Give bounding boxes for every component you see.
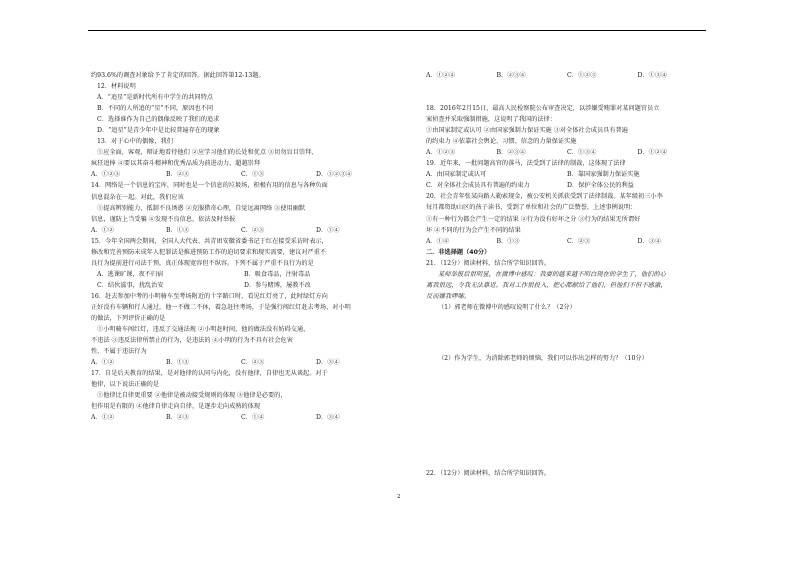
question-16-cont-2: 的做法，下列评价正确的是 (91, 315, 166, 323)
q21-subquestion-1: （1）郭老师在微博中的感叹说明了什么？（2分） (438, 303, 576, 311)
q13-options (91, 169, 391, 180)
q16-option-c: C．②③ (241, 359, 265, 367)
q18-statement-1: ①由国家制定或认可 ②由国家强制力保证实施 ③对全体社会成员具有普遍 (426, 127, 628, 135)
q19-option-c: C．对全体社会成员具有普遍的约束力 (426, 182, 530, 190)
q16-option-a: A．①② (91, 359, 115, 367)
top-option-c: C．①②③ (567, 72, 597, 79)
q18-option-b: B．②③④ (496, 149, 526, 157)
question-15-cont-1: 修改和完善预防未成年人犯罪法是推进预防工作的迫切要求和现实需要，建议对严重不 (91, 248, 327, 256)
question-17: 17．自是后天教育的结果，是对他律的认同与内化，没有他律，自律也无从谈起。对于 (91, 370, 328, 378)
top-option-d: D．①③④ (637, 72, 668, 79)
question-20-cont: 每月都资助山区的孩子读书，受到了单位和社会的广泛赞誉，上述事例说明： (426, 204, 637, 212)
q16-statement-2: 不违法 ③违反法律所禁止的行为，是违法的 ④小明的行为不具有社会危害 (91, 337, 293, 345)
question-20: 20．社会青年张某向路人勒索现金，被公安机关抓获受到了法律制裁。某年级初三小李 (426, 193, 663, 201)
q18-option-a: A．①②③ (426, 149, 456, 157)
q12-option-c: C．选择谁作为自己的偶像反映了我们的追求 (97, 116, 220, 124)
question-14: 14．网络是一个信息的宝库，同时也是一个信息的垃圾场，积极有用的信息与各种负面 (91, 182, 328, 190)
q17-options (91, 412, 391, 423)
answer-space-3 (426, 416, 708, 468)
question-16-cont-1: 正好没有车辆和行人通过，他一不做二不休，着急赶往考场，于是强行闯红灯赶去考场，对小明 (91, 303, 351, 311)
question-15: 15．今年全国两会期间，全国人大代表、共青团安徽省委书记于红在接受采访时表示， (91, 237, 328, 245)
top-options (426, 70, 708, 81)
q13-statement-2: 疯狂追捧 ④要以其奋斗精神和优秀品质为前进动力，超越崇拜 (91, 160, 261, 168)
q18-options (426, 147, 708, 158)
q21-material-2: 离我很远，令我无法靠近。我对工作很投入，把心都献给了他们，但他们不但不感激， (426, 281, 667, 289)
q12-option-d: D．“追星”是青少年中是比较普遍存在的现象 (97, 127, 220, 135)
q14-option-c: C．②③ (241, 226, 265, 234)
left-column (91, 70, 391, 424)
q17-option-d: D．③④ (316, 414, 340, 422)
q17-option-c: C．①④ (241, 414, 265, 422)
q17-option-b: B．②③ (166, 414, 190, 422)
q15-option-b: B．吸食毒品，注射毒品 (244, 270, 311, 278)
q14-statement-1: ①提高辨别能力，抵制不良诱惑 ②克服猎奇心理，自觉远离网络 ③使用幽默 (97, 204, 306, 212)
q14-option-b: B．①③ (166, 226, 190, 234)
q16-option-d: D．③④ (316, 359, 340, 367)
q13-option-c: C．①③ (241, 171, 265, 179)
q14-option-a: A．①② (91, 226, 115, 234)
q17-option-a: A．①② (91, 414, 115, 422)
q19-option-d: D．保护全体公民的利益 (567, 182, 634, 190)
q15-option-d: D．参与赌博，屡教不改 (244, 281, 311, 289)
question-16: 16．赶去参加中考的小明骑车至考场附近的十字路口时，看见红灯亮了，此时绿灯方向 (91, 292, 328, 300)
q20-option-a: A．①④ (426, 237, 450, 245)
right-column (426, 70, 708, 479)
q14-options (91, 225, 391, 236)
top-option-a: A．①②④ (426, 72, 456, 79)
q21-material-1: 某师举报后很明显，在微博中感叹：我要的越来越不明白现在的学生了，他们的心 (438, 270, 667, 278)
question-15-cont-2: 良行为提前进行司法干预，真正体现宽容但不纵容。下列不属于严重不良行为的是 (91, 259, 314, 267)
spacer (426, 81, 708, 103)
q19-options-row-1 (426, 169, 708, 180)
q13-option-d: D．①②③④ (316, 171, 352, 179)
page-number: 2 (397, 494, 401, 500)
q20-option-b: B．①③ (496, 237, 520, 245)
q16-statement-3: 性，不属于违法行为 (91, 348, 147, 356)
q20-option-d: D．③④ (637, 237, 662, 245)
q19-option-a: A．由国家制定或认可 (426, 171, 487, 179)
q21-subquestion-2: （2）作为学生，为消除郭老师的烦恼，我们可以作出怎样的努力？（10分） (438, 354, 648, 362)
question-19: 19．近年来，一批问题高官的落马，法受到了法律的制裁，这体现了法律 (426, 160, 626, 168)
question-18: 18．2016年2月15日，最高人民检察院公布审查决定，以涉嫌受贿罪对某问题官员立 (426, 105, 660, 113)
q16-options (91, 357, 391, 368)
q13-option-a: A．①②③ (91, 171, 121, 179)
question-13: 13．对于心中的偶像，我们 (97, 138, 173, 146)
q18-option-c: C．①③④ (567, 149, 597, 157)
section-heading: 二．非选择题（40分） (426, 248, 491, 256)
question-21: 21．（12分）阅读材料，结合所学知识回答。 (426, 259, 551, 267)
q18-option-d: D．①②④ (637, 149, 668, 157)
question-18-cont: 案侦查并采取强制措施，这说明了我国的法律： (426, 116, 556, 124)
q21-material-3: 反而嫌我啰嗦。 (426, 292, 471, 300)
q16-statement-1: ①小明骑车闯红灯，违反了交通法规 ②小明赶时间，他的做法没有妨碍交通， (97, 326, 310, 334)
q12-option-a: A．“追星”是新时代所有中学生的共同特点 (97, 94, 213, 102)
q17-statement-1: ①他律比自律更重要 ②他律是被动接受规则的体现 ③他律是必要的， (97, 392, 287, 400)
q18-statement-2: 的约束力 ④依靠社会舆论、习惯、信念的力量保证实施 (426, 138, 577, 146)
answer-space-2 (426, 364, 708, 416)
q15-options-row-2 (91, 280, 391, 291)
q15-option-c: C．结伙滋事，扰乱治安 (97, 281, 164, 289)
q20-statement-1: ①有一种行为都会产生一定的结果 ②行为没有好坏之分 ③行为的结果无所谓好 (426, 215, 641, 223)
q19-option-b: B．靠国家强制力保证实施 (567, 171, 640, 179)
q15-option-a: A．逃课旷课，夜不归宿 (97, 270, 164, 278)
intro-line: 约93.6%的调查对象给予了肯定的回答。据此回答第12-13题。 (91, 72, 265, 79)
q20-statement-2: 坏 ④不同的行为会产生不同的结果 (426, 226, 521, 234)
q15-options-row-1 (91, 269, 391, 280)
top-option-b: B．②③④ (496, 72, 526, 79)
q20-option-c: C．②③ (567, 237, 591, 245)
q14-statement-2: 信息，谨防上当受骗 ④发现不良信息，依法及时举报 (91, 215, 236, 223)
question-22: 22．（12分）阅读材料，结合所学知识回答。 (426, 469, 551, 477)
question-14-cont: 信息混杂在一起。对此，我们应该 (91, 193, 184, 201)
question-12: 12．材料说明 (97, 83, 136, 91)
q20-options (426, 236, 708, 247)
question-17-cont: 他律，以下说法正确的是 (91, 381, 160, 389)
q16-option-b: B．①③ (166, 359, 190, 367)
q17-statement-2: 但作用是有限的 ④他律自律走向自律，是逐步走向成熟的体现 (91, 403, 261, 411)
q12-option-b: B．不同的人所追的“星”不同，原因也不同 (97, 105, 214, 113)
q13-option-b: B．②③ (166, 171, 190, 179)
q19-options-row-2 (426, 180, 708, 191)
q13-statement-1: ①应全面，客观，辩证地看待他们 ②应学习他们的长处和优点 ③切勿盲目崇拜、 (97, 149, 318, 157)
answer-space-1 (426, 313, 708, 353)
q14-option-d: D．①④ (316, 226, 340, 234)
top-rule (88, 30, 706, 31)
